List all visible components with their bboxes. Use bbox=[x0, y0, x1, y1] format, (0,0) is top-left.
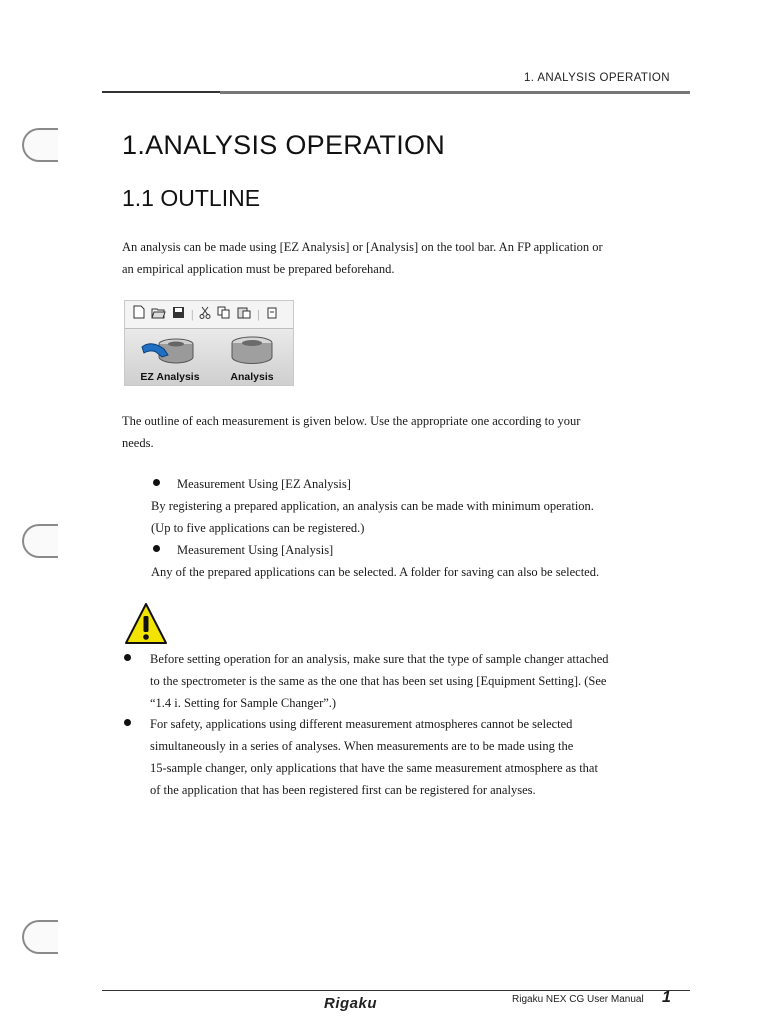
copy-icon bbox=[217, 306, 231, 323]
page-number: 1 bbox=[662, 989, 671, 1006]
paste-icon bbox=[237, 306, 251, 323]
item-description: Any of the prepared applications can be selected. A folder for saving can also be selected. bbox=[151, 565, 600, 579]
manual-title: Rigaku NEX CG User Manual bbox=[512, 994, 644, 1005]
open-folder-icon bbox=[151, 306, 166, 323]
item-title: Measurement Using [Analysis] bbox=[177, 543, 334, 557]
running-header: 1. ANALYSIS OPERATION bbox=[523, 72, 670, 84]
caution-line: “1.4 i. Setting for Sample Changer”.) bbox=[150, 696, 337, 710]
bullet-icon bbox=[153, 545, 160, 552]
cut-icon bbox=[199, 306, 211, 323]
ez-analysis-icon bbox=[138, 333, 202, 367]
outline-paragraph bbox=[122, 410, 672, 454]
caution-line: Before setting operation for an analysis, make sure that the type of sample changer attached bbox=[150, 652, 609, 666]
caution-line: For safety, applications using different measurement atmospheres cannot be selected bbox=[150, 717, 573, 731]
warning-icon bbox=[124, 602, 168, 651]
ez-analysis-label: EZ Analysis bbox=[140, 371, 200, 383]
ez-analysis-button[interactable] bbox=[135, 333, 205, 383]
rigaku-logo: Rigaku bbox=[324, 995, 378, 1012]
item-description: (Up to five applications can be registered.) bbox=[151, 521, 365, 535]
intro-line: an empirical application must be prepared beforehand. bbox=[122, 262, 395, 276]
intro-line: An analysis can be made using [EZ Analysis] or [Analysis] on the tool bar. An FP application or bbox=[122, 240, 603, 254]
bullet-icon bbox=[124, 719, 131, 726]
caution-line: simultaneously in a series of analyses. When measurements are to be made using the bbox=[150, 739, 574, 753]
binder-hole-top bbox=[22, 128, 58, 162]
outline-line: The outline of each measurement is given below. Use the appropriate one according to your bbox=[122, 414, 581, 428]
analysis-button[interactable] bbox=[217, 333, 287, 383]
analysis-label: Analysis bbox=[230, 371, 274, 383]
item-description: By registering a prepared application, an analysis can be made with minimum operation. bbox=[151, 499, 594, 513]
binder-hole-bottom bbox=[22, 920, 58, 954]
section-title: 1.1 OUTLINE bbox=[122, 185, 261, 211]
new-file-icon bbox=[133, 305, 145, 323]
undo-icon bbox=[266, 306, 278, 323]
toolbar-illustration bbox=[124, 300, 294, 386]
chapter-title: 1.ANALYSIS OPERATION bbox=[122, 130, 446, 160]
intro-paragraph bbox=[122, 236, 672, 280]
toolbar-separator: | bbox=[191, 306, 194, 321]
binder-hole-middle bbox=[22, 524, 58, 558]
header-rule bbox=[102, 91, 690, 93]
bullet-icon bbox=[153, 479, 160, 486]
toolbar-main-row bbox=[125, 328, 293, 385]
outline-line: needs. bbox=[122, 436, 154, 450]
footer-rule bbox=[102, 990, 690, 991]
caution-line: 15-sample changer, only applications that have the same measurement atmosphere as that bbox=[150, 761, 598, 775]
analysis-icon bbox=[220, 333, 284, 367]
caution-text bbox=[150, 713, 672, 801]
caution-line: to the spectrometer is the same as the one that has been set using [Equipment Setting]. (See bbox=[150, 674, 607, 688]
caution-text bbox=[150, 648, 672, 714]
toolbar-icon-row bbox=[125, 301, 293, 327]
item-title: Measurement Using [EZ Analysis] bbox=[177, 477, 351, 491]
save-icon bbox=[172, 306, 185, 323]
bullet-icon bbox=[124, 654, 131, 661]
toolbar-separator: | bbox=[257, 306, 260, 321]
caution-line: of the application that has been registered first can be registered for analyses. bbox=[150, 783, 536, 797]
